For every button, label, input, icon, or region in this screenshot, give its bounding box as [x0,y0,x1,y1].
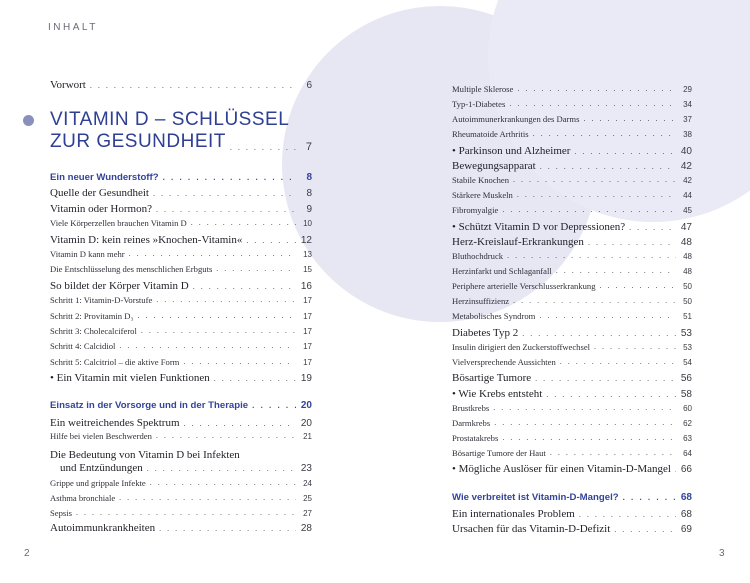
toc-entry-label: Bluthochdruck [452,251,504,262]
leader-dots [623,493,676,503]
toc-entry-page: 8 [306,172,312,183]
toc-entry-page: 66 [680,464,692,475]
toc-entry-label: • Wie Krebs entsteht [452,388,543,400]
toc-entry-label: Vitamin D: kein reines »Knochen-Vitamin« [50,234,243,246]
leader-dots [556,266,676,276]
toc-entry-label: Herzinsuffizienz [452,296,510,307]
toc-entry[interactable] [50,203,312,215]
toc-entry-page: 40 [680,146,692,157]
toc-entry-label: Ein neuer Wunderstoff? [50,172,159,183]
leader-dots [533,129,676,139]
toc-entry-page: 37 [683,115,692,125]
leader-dots [600,281,677,291]
toc-entry-label: Wie verbreitet ist Vitamin-D-Mangel? [452,492,619,503]
toc-entry-label: Herz-Kreislauf-Erkrankungen [452,236,584,248]
chapter-title-line1: VITAMIN D – SCHLÜSSEL [50,109,290,130]
leader-dots [216,264,296,274]
toc-entry-page: 42 [680,161,692,172]
toc-entry-label: Insulin dirigiert den Zuckerstoffwechsel [452,342,591,353]
toc-entry-page: 19 [300,373,312,384]
toc-entry[interactable] [50,280,312,292]
toc-entry[interactable] [50,400,312,411]
toc-entry-page: 34 [683,100,692,110]
toc-entry-label: Sepsis [50,508,72,519]
toc-entry-label: Prostatakrebs [452,433,499,444]
toc-entry-label: Die Bedeutung von Vitamin D bei Infekten [50,449,240,461]
toc-entry[interactable] [452,114,692,124]
toc-entry-page: 45 [683,206,692,216]
leader-dots [509,99,676,109]
toc-entry-label: Ein internationales Problem [452,508,575,520]
toc-entry-label: Viele Körperzellen brauchen Vitamin D [50,218,187,229]
toc-entry-page: 20 [300,418,312,429]
toc-entry[interactable] [452,418,692,428]
toc-entry-page: 48 [683,267,692,277]
toc-entry-page: 12 [300,235,312,246]
toc-entry-page: 38 [683,130,692,140]
leader-dots [539,311,676,321]
toc-entry[interactable] [452,251,692,261]
toc-entry-label: So bildet der Körper Vitamin D [50,280,189,292]
toc-entry[interactable] [452,84,692,94]
leader-dots [629,223,676,233]
toc-entry-page: 68 [680,492,692,503]
leader-dots [159,524,296,534]
toc-entry-label: Herzinfarkt und Schlaganfall [452,266,552,277]
toc-entry[interactable] [452,523,692,535]
toc-entry[interactable] [50,462,312,474]
toc-entry-page: 29 [683,85,692,95]
leader-dots [156,431,296,441]
toc-entry[interactable] [452,221,692,233]
leader-dots [550,448,676,458]
toc-entry-page: 69 [680,524,692,535]
toc-entry[interactable] [50,508,312,518]
toc-entry-page: 42 [683,176,692,186]
leader-dots [230,143,296,153]
toc-entry[interactable] [50,522,312,534]
leader-dots [675,465,676,475]
toc-entry-page: 62 [683,419,692,429]
toc-entry[interactable] [452,145,692,157]
toc-entry[interactable] [452,296,692,306]
leader-dots [153,189,296,199]
toc-entry-label: Vitamin D kann mehr [50,249,125,260]
leader-dots [614,525,676,535]
leader-dots [494,418,676,428]
leader-dots [193,282,296,292]
toc-entry-page: 9 [306,204,312,215]
toc-entry-label: Multiple Sklerose [452,84,514,95]
toc-entry-label: Periphere arterielle Verschlusserkrankung [452,281,596,292]
leader-dots [129,249,296,259]
leader-dots [183,357,296,367]
toc-entry-label: Ein weitreichendes Spektrum [50,417,180,429]
toc-entry[interactable] [452,160,692,172]
toc-entry-page: 58 [680,389,692,400]
toc-entry-label: Rheumatoide Arthritis [452,129,529,140]
toc-entry-page: 23 [300,463,312,474]
toc-entry[interactable] [50,311,312,321]
toc-entry[interactable] [50,357,312,367]
toc-entry[interactable] [452,463,692,475]
leader-dots [507,251,676,261]
leader-dots [535,374,676,384]
toc-entry-page: 16 [300,281,312,292]
toc-entry-page: 10 [303,219,312,229]
toc-entry-page: 48 [680,237,692,248]
toc-entry-label: Asthma bronchiale [50,493,116,504]
toc-entry[interactable] [50,478,312,488]
toc-entry-page: 17 [303,358,312,368]
toc-entry-chapter[interactable] [50,131,312,153]
toc-entry-label: Autoimmunkrankheiten [50,522,156,534]
toc-entry[interactable] [452,492,692,503]
toc-entry-label: Stabile Knochen [452,175,510,186]
toc-entry[interactable] [452,433,692,443]
toc-entry-page: 53 [680,328,692,339]
leader-dots [184,419,296,429]
toc-entry-label: • Parkinson und Alzheimer [452,145,571,157]
toc-entry[interactable] [452,205,692,215]
toc-entry-page: 17 [303,342,312,352]
leader-dots [150,478,296,488]
toc-entry[interactable] [452,175,692,185]
toc-entry[interactable] [50,431,312,441]
toc-entry-label: Metabolisches Syndrom [452,311,536,322]
leader-dots [588,238,676,248]
toc-entry[interactable] [50,264,312,274]
toc-entry-page: 56 [680,373,692,384]
toc-entry-label: • Mögliche Auslöser für einen Vitamin-D-Mangel [452,463,671,475]
toc-entry[interactable] [452,99,692,109]
toc-entry[interactable] [50,295,312,305]
toc-entry-label: Vitamin oder Hormon? [50,203,152,215]
toc-entry-label: Einsatz in der Vorsorge und in der Therapie [50,400,249,411]
leader-dots [141,326,296,336]
toc-entry-page: 28 [300,523,312,534]
toc-entry-page: 27 [303,509,312,519]
page-number-right: 3 [719,548,725,559]
leader-dots [191,218,296,228]
leader-dots [502,205,676,215]
toc-entry-label: • Ein Vitamin mit vielen Funktionen [50,372,210,384]
toc-entry-label: und Entzündungen [60,462,143,474]
leader-dots [156,295,296,305]
leader-dots [583,114,676,124]
toc-entry-page: 51 [683,312,692,322]
toc-entry-label: Die Entschlüsselung des menschlichen Erbguts [50,264,213,275]
toc-entry-vorwort[interactable] [50,79,312,91]
toc-entry-page: 7 [305,141,312,153]
leader-dots [579,510,676,520]
toc-entry[interactable] [50,249,312,259]
leader-dots [517,190,676,200]
toc-entry-label: Bösartige Tumore [452,372,532,384]
toc-entry-label: Bewegungsapparat [452,160,536,172]
toc-entry[interactable] [50,417,312,429]
toc-entry[interactable] [452,448,692,458]
toc-entry-label: Schritt 3: Cholecalciferol [50,326,137,337]
toc-entry-page: 21 [303,432,312,442]
toc-entry[interactable] [50,449,312,461]
toc-entry-page: 63 [683,434,692,444]
toc-entry-label: Diabetes Typ 2 [452,327,519,339]
toc-entry-page: 17 [303,312,312,322]
chapter-bullet-icon [23,115,34,126]
toc-entry-label: Vielversprechende Aussichten [452,357,556,368]
leader-dots [546,390,676,400]
leader-dots [513,175,676,185]
toc-entry-label: Schritt 4: Calcidiol [50,341,116,352]
toc-entry-page: 54 [683,358,692,368]
leader-dots [147,464,296,474]
toc-entry-page: 53 [683,343,692,353]
toc-entry-page: 48 [683,252,692,262]
toc-entry[interactable] [452,311,692,321]
toc-entry[interactable] [452,190,692,200]
toc-entry-page: 25 [303,494,312,504]
leader-dots [163,173,296,183]
toc-entry[interactable] [50,493,312,503]
page-number-left: 2 [24,548,30,559]
toc-entry-page: 6 [306,80,312,91]
toc-entry-page: 64 [683,449,692,459]
toc-entry[interactable] [452,372,692,384]
leader-dots [156,205,296,215]
toc-entry[interactable] [452,129,692,139]
toc-entry[interactable] [50,218,312,228]
leader-dots [574,147,676,157]
toc-entry-page: 47 [680,222,692,233]
toc-entry-page: 44 [683,191,692,201]
leader-dots [560,357,676,367]
toc-entry-label: Schritt 1: Vitamin-D-Vorstufe [50,295,153,306]
toc-entry-page: 17 [303,327,312,337]
toc-entry-page: 50 [683,282,692,292]
toc-entry-label: Schritt 5: Calcitriol – die aktive Form [50,357,180,368]
toc-entry[interactable] [50,372,312,384]
toc-entry-page: 8 [306,188,312,199]
toc-entry-page: 13 [303,250,312,260]
toc-entry[interactable] [452,281,692,291]
toc-entry-page: 68 [680,509,692,520]
toc-entry-label: Quelle der Gesundheit [50,187,149,199]
leader-dots [540,162,676,172]
toc-entry[interactable] [50,326,312,336]
toc-entry[interactable] [452,357,692,367]
leader-dots [513,296,676,306]
leader-dots [119,493,296,503]
toc-entry-page: 15 [303,265,312,275]
page-header: INHALT [48,22,98,33]
toc-entry-label: Typ-1-Diabetes [452,99,506,110]
leader-dots [502,433,676,443]
toc-entry-label: Ursachen für das Vitamin-D-Defizit [452,523,611,535]
toc-entry-label: Grippe und grippale Infekte [50,478,146,489]
leader-dots [246,236,296,246]
toc-entry-label: • Schützt Vitamin D vor Depressionen? [452,221,626,233]
leader-dots [594,342,676,352]
toc-entry[interactable] [50,341,312,351]
toc-entry-page: 17 [303,296,312,306]
toc-entry[interactable] [50,187,312,199]
leader-dots [76,508,296,518]
toc-entry-label: Autoimmunerkrankungen des Darms [452,114,580,125]
leader-dots [252,401,296,411]
toc-entry-label: Vorwort [50,79,86,91]
toc-entry-page: 50 [683,297,692,307]
toc-entry[interactable] [452,342,692,352]
toc-entry-label: Darmkrebs [452,418,491,429]
toc-entry-label: Fibromyalgie [452,205,499,216]
toc-entry-label: Stärkere Muskeln [452,190,513,201]
leader-dots [90,81,296,91]
leader-dots [214,374,296,384]
leader-dots [522,329,676,339]
toc-entry[interactable] [452,508,692,520]
toc-entry-page: 24 [303,479,312,489]
toc-entry-label: Bösartige Tumore der Haut [452,448,546,459]
toc-entry[interactable] [452,236,692,248]
toc-entry[interactable] [50,172,312,183]
toc-entry[interactable] [452,403,692,413]
leader-dots [119,341,296,351]
toc-entry-label: Brustkrebs [452,403,490,414]
toc-entry[interactable] [452,388,692,400]
leader-dots [137,311,296,321]
toc-entry-page: 20 [300,400,312,411]
leader-dots [517,84,676,94]
toc-entry-label: Schritt 2: Provitamin D₃ [50,311,134,322]
toc-entry-page: 60 [683,404,692,414]
toc-entry[interactable] [50,234,312,246]
chapter-title-line2: ZUR GESUNDHEIT [50,131,226,152]
toc-entry-label: Hilfe bei vielen Beschwerden [50,431,152,442]
leader-dots [493,403,676,413]
toc-entry[interactable] [452,266,692,276]
toc-entry[interactable] [452,327,692,339]
